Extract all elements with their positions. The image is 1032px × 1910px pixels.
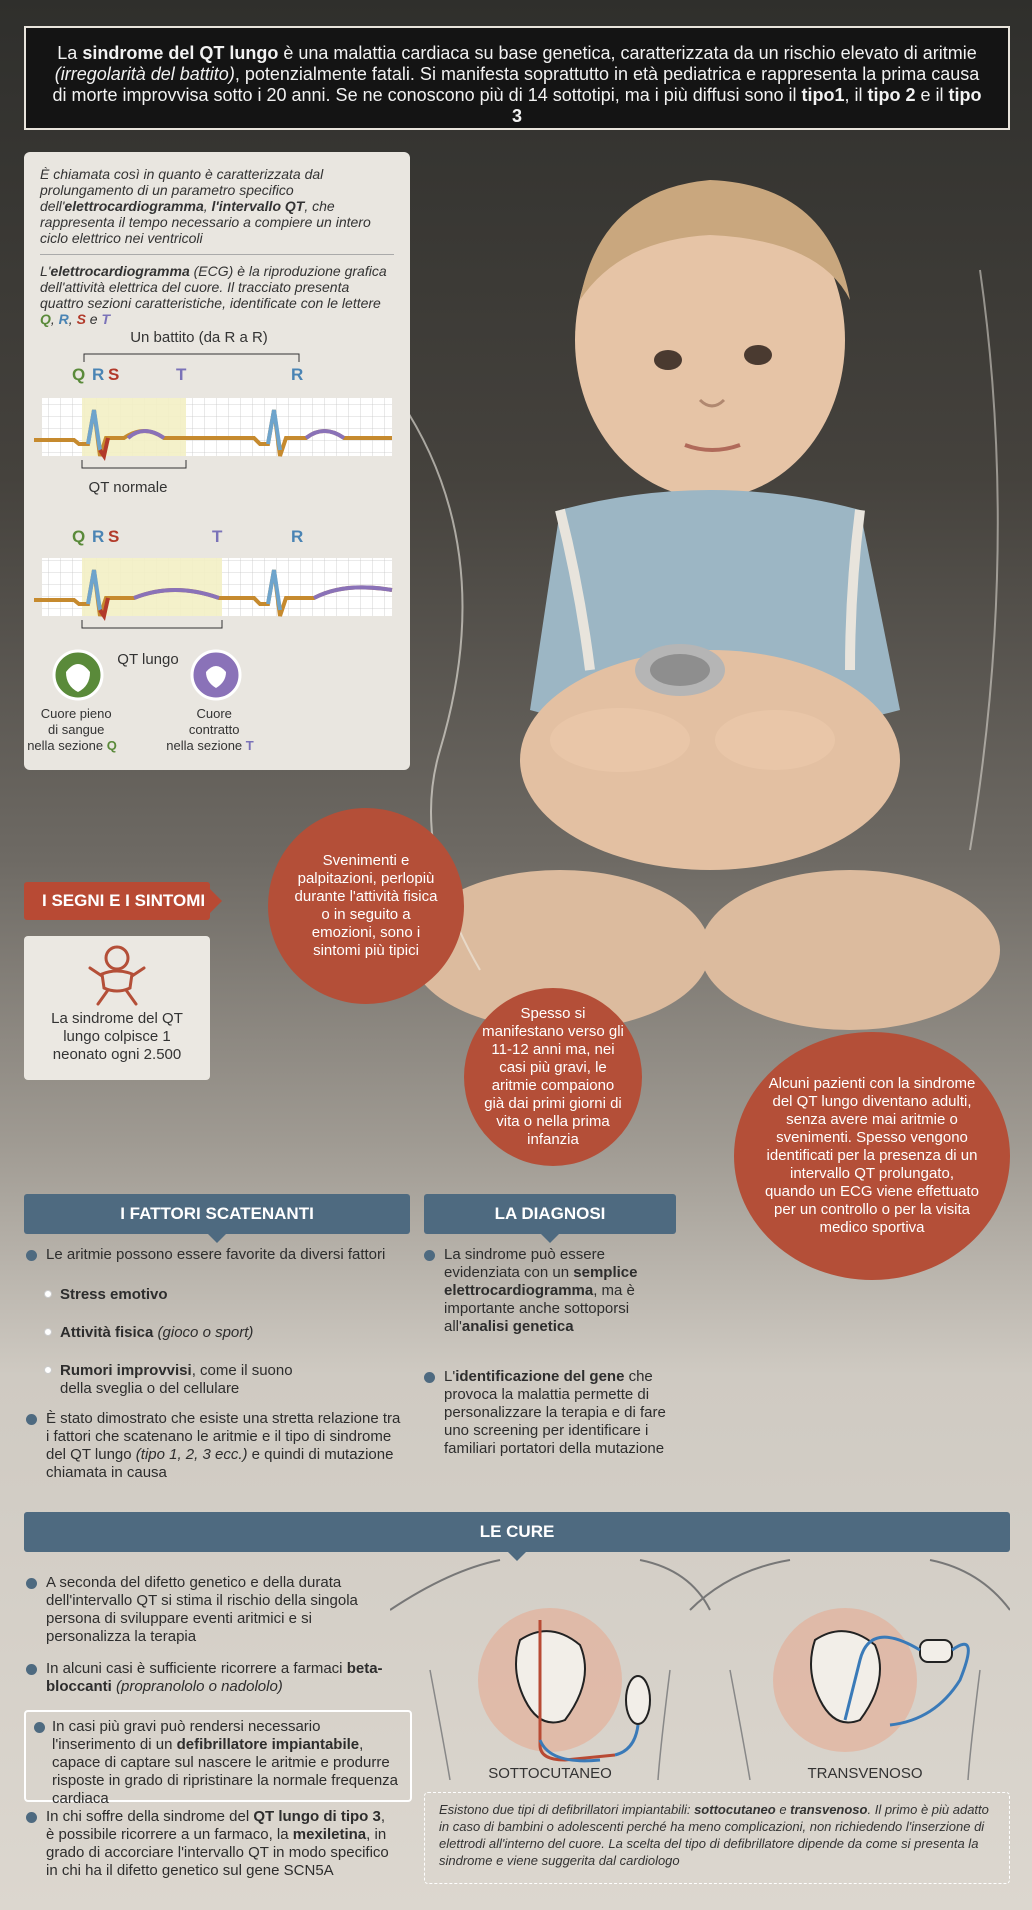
- ecg2-letter-q: Q: [72, 527, 86, 546]
- cures-section-title: LE CURE: [24, 1512, 1010, 1552]
- cure-risk: A seconda del difetto genetico e della durata dell'intervallo QT si stima il rischio della singola persona di sviluppare eventi aritmici e si personalizza la terapia: [46, 1574, 358, 1645]
- ecg1-letter-s: S: [108, 365, 120, 384]
- header-intro: La sindrome del QT lungo è una malattia cardiaca su base genetica, caratterizzata da un rischio elevato di aritmie (irregolarità del battito), potenzialmente fatali. Si manifesta soprattutto in età pediatrica e rappresenta la prima causa di morte improvvisa sotto i 20 anni. Se ne conoscono più di 14 sottotipi, ma i più diffusi sono il tipo1, il tipo 2 e il tipo 3: [24, 26, 1010, 130]
- ecg1-letter-r: R: [92, 365, 105, 384]
- transvenous-device: [920, 1640, 952, 1662]
- defibrillator-note: Esistono due tipi di defibrillatori impiantabili: sottocutaneo e transvenoso. Il primo è più adatto in caso di bambini o adolescenti perché ha meno complicazioni, non richiedendo l'inserzione di elettrodi all'interno del cuore. La scelta del tipo di defibrillatore dipende da come si presenta la sindrome e viene suggerita dal cardiologo: [424, 1792, 1010, 1884]
- baby-icon: [82, 944, 152, 1008]
- label-transvenous: TRANSVENOSO: [807, 1765, 923, 1780]
- info-paragraph-2: L'elettrocardiogramma (ECG) è la riproduzione grafica dell'attività elettrica del cuore. Il tracciato presenta quattro sezioni caratteristiche, identificate con le lettere Q, R, S e T: [40, 263, 387, 327]
- label-subcutaneous: SOTTOCUTANEO: [488, 1765, 612, 1780]
- cure-betablockers: In alcuni casi è sufficiente ricorrere a farmaci beta-bloccanti (propranololo o nadololo): [46, 1660, 383, 1695]
- qt-normal-label: QT normale: [88, 479, 168, 496]
- cure-mexiletine: In chi soffre della sindrome del QT lungo di tipo 3, è possibile ricorrere a un farmaco, la mexiletina, in grado di accorciare l'intervallo QT in modo specifico in chi ha il difetto genetico sul gene SCN5A: [24, 1808, 404, 1898]
- ecg1-letter-q: Q: [72, 365, 86, 384]
- factors-intro: Le aritmie possono essere favorite da diversi fattori: [46, 1246, 386, 1263]
- factor-activity: Attività fisica (gioco o sport): [60, 1324, 254, 1341]
- onset-bubble: Spesso si manifestano verso gli 11-12 anni ma, nei casi più gravi, le aritmie compaiono già dai primi giorni di vita o nella prima infanzia: [464, 988, 642, 1166]
- diagnosis-content: [424, 1246, 694, 1496]
- diagnosis-section-title: LA DIAGNOSI: [424, 1194, 676, 1234]
- incidence-text: La sindrome del QT lungo colpisce 1 neonato ogni 2.500: [51, 1010, 183, 1063]
- ecg1-letter-t: T: [176, 365, 187, 384]
- defibrillator-diagrams: [390, 1550, 1010, 1780]
- ecg-diagrams: [24, 320, 410, 760]
- signs-section-title: I SEGNI E I SINTOMI: [24, 882, 210, 920]
- adults-bubble: Alcuni pazienti con la sindrome del QT lungo diventano adulti, senza avere mai aritmie o svenimenti. Spesso vengono identificati per la presenza di un intervallo QT prolungato, quando un ECG viene effettuato per un controllo o per la visita medico sportiva: [734, 1032, 1010, 1280]
- factors-content: [24, 1246, 414, 1496]
- symptoms-bubble: Svenimenti e palpitazioni, perlopiù durante l'attività fisica o in seguito a emozioni, sono i sintomi più tipici: [268, 808, 464, 1004]
- diagnosis-gene: L'identificazione del gene che provoca la malattia permette di personalizzare la terapia e di fare uno screening per identificare i familiari portatori della mutazione: [444, 1368, 666, 1457]
- ecg1-letter-r2: R: [291, 365, 304, 384]
- cure-defibrillator: In casi più gravi può rendersi necessario l'inserimento di un defibrillatore impiantabile, capace di captare sul nascere le aritmie e produrre risposte in grado di ripristinare la normale frequenza cardiaca: [34, 1718, 410, 1802]
- subcutaneous-device: [626, 1676, 650, 1724]
- beat-label: Un battito (da R a R): [130, 329, 268, 346]
- ecg2-letter-s: S: [108, 527, 120, 546]
- factor-noise: Rumori improvvisi, come il suono della sveglia o del cellulare: [60, 1362, 293, 1397]
- factors-section-title: I FATTORI SCATENANTI: [24, 1194, 410, 1234]
- bullet-dot: [26, 1250, 37, 1261]
- diagnosis-ecg: La sindrome può essere evidenziata con un semplice elettrocardiogramma, ma è importante anche sottoporsi all'analisi genetica: [444, 1246, 638, 1335]
- child-illustration: [380, 150, 1030, 1070]
- ecg2-letter-r: R: [92, 527, 105, 546]
- info-paragraph-1: È chiamata così in quanto è caratterizzata dal prolungamento di un parametro specifico dell'elettrocardiogramma, l'intervallo QT, che rappresenta il tempo necessario a compiere un intero ciclo elettrico nei ventricoli: [40, 166, 371, 246]
- heart-q-caption: Cuore pieno di sangue nella sezione Q: [27, 706, 117, 753]
- ecg2-letter-t: T: [212, 527, 223, 546]
- ecg2-letter-r2: R: [291, 527, 304, 546]
- heart-t-caption: Cuore contratto nella sezione T: [166, 706, 254, 753]
- qt-long-label: QT lungo: [117, 651, 179, 668]
- factors-relation: È stato dimostrato che esiste una stretta relazione tra i fattori che scatenano le aritmie e il tipo di sindrome del QT lungo (tipo 1, 2, 3 ecc.) e quindi di mutazione chiamata in causa: [46, 1410, 401, 1481]
- factor-stress: Stress emotivo: [60, 1286, 168, 1303]
